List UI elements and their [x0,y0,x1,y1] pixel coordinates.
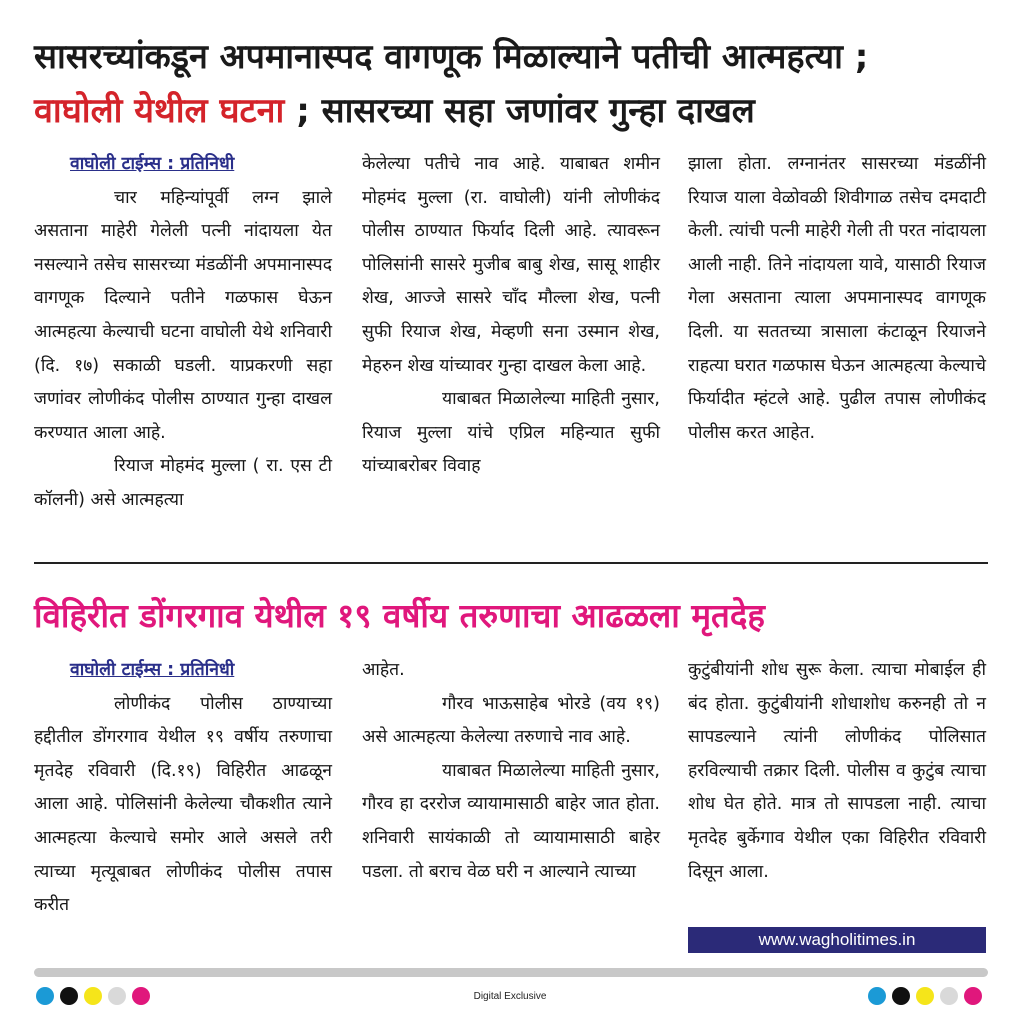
article2-column-3 [688,654,986,889]
digital-exclusive-label: Digital Exclusive [473,991,547,1002]
article1-column-3 [688,148,986,450]
footer-bar [34,968,988,977]
article2-column-1 [34,654,332,923]
article1-paragraph: रियाज मोहमंद मुल्ला ( रा. एस टी कॉलनी) असे आत्महत्या [34,456,332,510]
article2-column-2 [362,654,660,889]
article2-paragraph: आहेत. [362,660,405,680]
article1-column-1 [34,148,332,518]
article1-paragraph: झाला होता. लग्नानंतर सासरच्या मंडळींनी रियाज याला वेळोवळी शिवीगाळ तसेच दमदाटी केली. त्यांची पत्नी माहेरी गेली ती परत नांदायला आली नाही. तिने नांदायला यावे, यासाठी रियाज गेला असताना त्याला अपमानास्पद वागणूक दिली. या सततच्या त्रासाला कंटाळून रियाजने राहत्या घरात गळफास घेऊन आत्महत्या केल्याचे फिर्यादीत म्हंटले आहे. पुढील तपास लोणीकंद पोलीस करत आहेत. [688,154,986,443]
section-divider [34,562,988,564]
article1-headline-red: वाघोली येथील घटना [34,91,285,131]
article2-headline: विहिरीत डोंगरगाव येथील १९ वर्षीय तरुणाचा आढळला मृतदेह [34,596,765,635]
color-dot [868,987,886,1005]
color-dot [892,987,910,1005]
article1-paragraph: केलेल्या पतीचे नाव आहे. याबाबत शमीन मोहमंद मुल्ला (रा. वाघोली) यांनी लोणीकंद पोलीस ठाण्यात फिर्याद दिली आहे. त्यावरून पोलिसांनी सासरे मुजीब बाबु शेख, सासू शाहीर शेख, आज्जे सासरे चाँद मौल्ला शेख, पत्नी सुफी रियाज शेख, मेव्हणी सना उस्मान शेख, मेहरुन शेख यांच्यावर गुन्हा दाखल केला आहे. [362,154,660,376]
color-dot [964,987,982,1005]
article1-headline-line1: सासरच्यांकडून अपमानास्पद वागणूक मिळाल्याने पतीची आत्महत्या ; [34,37,869,77]
article1-headline-line2 [34,86,994,132]
article2-paragraph: कुटुंबीयांनी शोध सुरू केला. त्याचा मोबाईल ही बंद होता. कुटुंबीयांनी शोधाशोध करुनही तो न सापडल्याने त्यांनी लोणीकंद पोलिसात हरविल्याची तक्रार दिली. पोलीस व कुटुंब त्याचा शोध घेत होते. मात्र तो सापडला नाही. त्याचा मृतदेह बुर्केगाव येथील एका विहिरीत रविवारी दिसून आला. [688,660,986,882]
article2-paragraph: गौरव भाऊसाहेब भोरडे (वय १९) असे आत्महत्या केलेल्या तरुणाचे नाव आहे. [362,693,660,748]
article1-paragraph: याबाबत मिळालेल्या माहिती नुसार, रियाज मुल्ला यांचे एप्रिल महिन्यात सुफी यांच्याबरोबर विवाह [362,389,660,477]
color-dot [916,987,934,1005]
article2-paragraph: याबाबत मिळालेल्या माहिती नुसार, गौरव हा दररोज व्यायामासाठी बाहेर जात होता. शनिवारी सायंकाळी तो व्यायामासाठी बाहेर पडला. तो बराच वेळ घरी न आल्याने त्याच्या [362,760,660,882]
article1-paragraph: चार महिन्यांपूर्वी लग्न झाले असताना माहेरी गेलेली पत्नी नांदायला येत नसल्याने तसेच सासरच्या मंडळींनी अपमानास्पद वागणूक दिल्याने पतीने गळफास घेऊन आत्महत्या केल्याची घटना वाघोली येथे शनिवारी (दि. १७) सकाळी घडली. याप्रकरणी सहा जणांवर लोणीकंद पोलीस ठाण्यात गुन्हा दाखल करण्यात आला आहे. [34,187,332,443]
article1-column-2 [362,148,660,484]
article1-headline-rest: ; सासरच्या सहा जणांवर गुन्हा दाखल [284,91,755,131]
article2-byline: वाघोली टाईम्स : प्रतिनिधी [70,660,235,680]
article1-byline: वाघोली टाईम्स : प्रतिनिधी [70,154,235,174]
color-registration-dots-right [868,987,982,1005]
article2-paragraph: लोणीकंद पोलीस ठाण्याच्या हद्दीतील डोंगरगाव येथील १९ वर्षीय तरुणाचा मृतदेह रविवारी (दि.१९) विहिरीत आढळून आला आहे. पोलिसांनी केलेल्या चौकशीत त्याने आत्महत्या केल्याचे समोर आले असले तरी त्याच्या मृत्यूबाबत लोणीकंद पोलीस तपास करीत [34,693,332,916]
color-dot [940,987,958,1005]
website-banner[interactable]: www.wagholitimes.in [688,927,986,953]
